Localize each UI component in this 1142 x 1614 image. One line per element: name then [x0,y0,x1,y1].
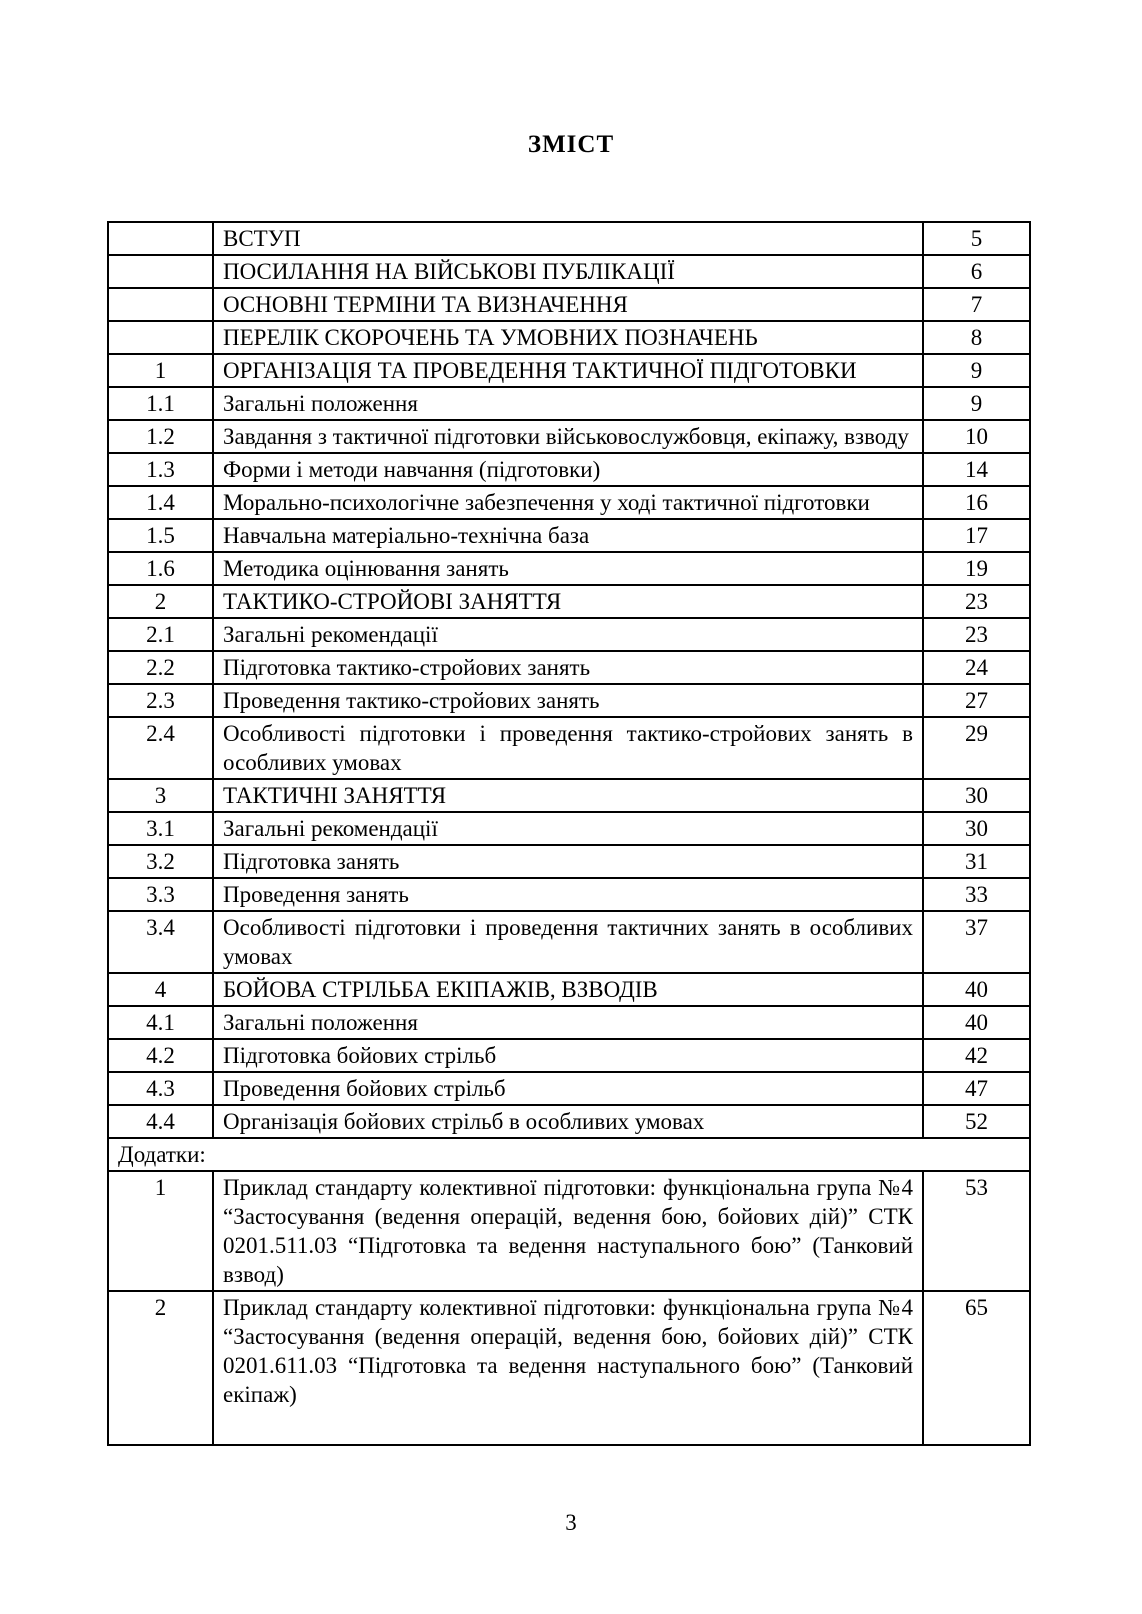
toc-entry-number: 3.2 [108,845,213,878]
toc-row [108,911,1030,973]
page-title: ЗМІСТ [527,131,615,158]
toc-entry-number: 3.4 [108,911,213,973]
toc-entry-page: 14 [923,453,1030,486]
toc-entry-title: ТАКТИЧНІ ЗАНЯТТЯ [213,779,923,812]
toc-row [108,684,1030,717]
toc-row [108,618,1030,651]
toc-row [108,288,1030,321]
toc-row [108,552,1030,585]
toc-row [108,255,1030,288]
toc-entry-number: 1.1 [108,387,213,420]
toc-entry-page: 23 [923,618,1030,651]
toc-entry-number: 2 [108,1291,213,1445]
toc-row [108,222,1030,255]
toc-entry-page: 29 [923,717,1030,779]
toc-entry-title: Підготовка тактико-стройових занять [213,651,923,684]
toc-entry-title: Морально-психологічне забезпечення у ході тактичної підготовки [213,486,923,519]
toc-entry-page: 40 [923,973,1030,1006]
toc-entry-page: 9 [923,387,1030,420]
toc-row [108,878,1030,911]
toc-entry-title: БОЙОВА СТРІЛЬБА ЕКІПАЖІВ, ВЗВОДІВ [213,973,923,1006]
toc-entry-number: 2.1 [108,618,213,651]
toc-entry-number: 1.2 [108,420,213,453]
toc-entry-page: 52 [923,1105,1030,1138]
toc-entry-title: Особливості підготовки і проведення тактико-стройових занять в особливих умовах [213,717,923,779]
toc-entry-page: 8 [923,321,1030,354]
toc-entry-number: 1 [108,354,213,387]
toc-entry-number: 1.6 [108,552,213,585]
toc-row [108,1039,1030,1072]
toc-entry-page: 7 [923,288,1030,321]
toc-entry-number: 4.1 [108,1006,213,1039]
toc-entry-page: 5 [923,222,1030,255]
toc-entry-number: 3.1 [108,812,213,845]
toc-row [108,651,1030,684]
toc-entry-title: Загальні положення [213,1006,923,1039]
toc-entry-page: 40 [923,1006,1030,1039]
toc-entry-page: 16 [923,486,1030,519]
toc-entry-title: ОСНОВНІ ТЕРМІНИ ТА ВИЗНАЧЕННЯ [213,288,923,321]
toc-entry-number: 2.4 [108,717,213,779]
toc-entry-number: 4.3 [108,1072,213,1105]
toc-row [108,387,1030,420]
toc-entry-page: 30 [923,812,1030,845]
toc-entry-page: 6 [923,255,1030,288]
toc-entry-number: 2 [108,585,213,618]
toc-row [108,1105,1030,1138]
toc-entry-number: 2.2 [108,651,213,684]
toc-entry-title: Навчальна матеріально-технічна база [213,519,923,552]
toc-entry-number: 1 [108,1171,213,1291]
toc-entry-page: 24 [923,651,1030,684]
toc-entry-page: 37 [923,911,1030,973]
toc-row [108,1072,1030,1105]
toc-entry-number [108,222,213,255]
toc-entry-number: 4 [108,973,213,1006]
toc-entry-page: 17 [923,519,1030,552]
toc-entry-number: 3 [108,779,213,812]
toc-entry-title: Особливості підготовки і проведення тактичних занять в особливих умовах [213,911,923,973]
toc-row [108,486,1030,519]
toc-entry-page: 65 [923,1291,1030,1445]
toc-entry-title: ПОСИЛАННЯ НА ВІЙСЬКОВІ ПУБЛІКАЦІЇ [213,255,923,288]
toc-entry-page: 33 [923,878,1030,911]
toc-entry-title: Проведення тактико-стройових занять [213,684,923,717]
toc-row [108,453,1030,486]
toc-entry-number: 4.2 [108,1039,213,1072]
toc-entry-page: 47 [923,1072,1030,1105]
toc-entry-page: 42 [923,1039,1030,1072]
toc-entry-title: Підготовка занять [213,845,923,878]
toc-row [108,812,1030,845]
toc-entry-title: ОРГАНІЗАЦІЯ ТА ПРОВЕДЕННЯ ТАКТИЧНОЇ ПІДГОТОВКИ [213,354,923,387]
toc-row [108,1291,1030,1445]
toc-entry-title: Підготовка бойових стрільб [213,1039,923,1072]
toc-row [108,321,1030,354]
toc-row [108,1006,1030,1039]
toc-entry-page: 9 [923,354,1030,387]
toc-entry-page: 19 [923,552,1030,585]
toc-entry-title: Методика оцінювання занять [213,552,923,585]
toc-row [108,845,1030,878]
toc-row [108,1138,1030,1171]
toc-entry-number [108,321,213,354]
toc-entry-number [108,255,213,288]
toc-entry-number: 1.5 [108,519,213,552]
toc-row [108,420,1030,453]
toc-row [108,717,1030,779]
toc-entry-title: Загальні положення [213,387,923,420]
toc-row [108,779,1030,812]
toc-entry-title: Приклад стандарту колективної підготовки: функціональна група №4 “Застосування (ведення операцій, ведення бою, бойових дій)” СТК 0201.611.03 “Підготовка та ведення наступального бою” (Танковий екіпаж) [213,1291,923,1445]
toc-entry-page: 10 [923,420,1030,453]
toc-entry-number: 1.4 [108,486,213,519]
toc-entry-page: 27 [923,684,1030,717]
toc-section-divider-label: Додатки: [108,1138,1030,1171]
toc-entry-title: Загальні рекомендації [213,618,923,651]
toc-row [108,1171,1030,1291]
toc-entry-page: 53 [923,1171,1030,1291]
toc-entry-title: Завдання з тактичної підготовки військовослужбовця, екіпажу, взводу [213,420,923,453]
toc-entry-number [108,288,213,321]
toc-entry-title: Загальні рекомендації [213,812,923,845]
toc-entry-page: 31 [923,845,1030,878]
toc-entry-title: Організація бойових стрільб в особливих умовах [213,1105,923,1138]
toc-entry-title: ПЕРЕЛІК СКОРОЧЕНЬ ТА УМОВНИХ ПОЗНАЧЕНЬ [213,321,923,354]
toc-row [108,354,1030,387]
toc-row [108,973,1030,1006]
toc-entry-title: Приклад стандарту колективної підготовки: функціональна група №4 “Застосування (ведення операцій, ведення бою, бойових дій)” СТК 0201.511.03 “Підготовка та ведення наступального бою” (Танковий взвод) [213,1171,923,1291]
toc-entry-title: Проведення занять [213,878,923,911]
page-number: 3 [565,1510,577,1535]
toc-entry-number: 2.3 [108,684,213,717]
toc-entry-title: ТАКТИКО-СТРОЙОВІ ЗАНЯТТЯ [213,585,923,618]
toc-entry-title: ВСТУП [213,222,923,255]
toc-entry-number: 3.3 [108,878,213,911]
toc-entry-number: 1.3 [108,453,213,486]
toc-entry-title: Проведення бойових стрільб [213,1072,923,1105]
table-of-contents [107,221,1031,1446]
toc-entry-page: 23 [923,585,1030,618]
toc-entry-page: 30 [923,779,1030,812]
toc-entry-number: 4.4 [108,1105,213,1138]
toc-entry-title: Форми і методи навчання (підготовки) [213,453,923,486]
toc-row [108,585,1030,618]
toc-row [108,519,1030,552]
